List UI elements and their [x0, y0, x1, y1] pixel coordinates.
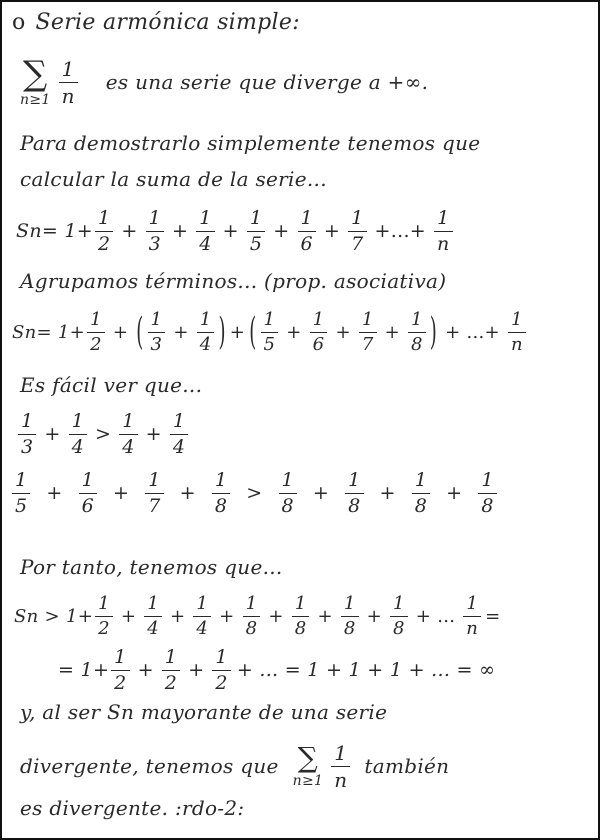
fraction-numerator: 1	[410, 308, 423, 330]
fraction-numerator: 1	[361, 308, 374, 330]
fraction-denominator: 7	[145, 493, 163, 516]
expression-lhs: = 1+	[58, 659, 110, 681]
plus-sign: +	[379, 482, 396, 504]
fraction-numerator: 1	[147, 592, 160, 614]
fraction-numerator: 1	[148, 206, 162, 229]
fraction-denominator: 6	[298, 231, 316, 254]
fraction-numerator: 1	[90, 308, 102, 330]
fraction-denominator: 3	[148, 332, 166, 354]
fraction	[212, 645, 230, 694]
fraction	[331, 740, 350, 792]
fraction-numerator: 1	[71, 409, 85, 432]
plus-sign: +	[366, 605, 383, 627]
text-line	[20, 694, 598, 730]
fraction-denominator: 8	[279, 493, 297, 516]
fraction	[79, 468, 97, 517]
fraction-numerator: 1	[196, 592, 209, 614]
fraction	[434, 206, 453, 255]
plus-sign: +	[121, 220, 138, 242]
plus-sign: +	[172, 220, 189, 242]
fraction-denominator: 2	[95, 616, 113, 638]
paragraph-text: calcular la suma de la serie...	[20, 167, 327, 191]
inequality-line	[10, 464, 598, 522]
lower-bound-line	[14, 586, 598, 646]
fraction-denominator: 3	[18, 434, 36, 457]
fraction-denominator: 8	[243, 616, 261, 638]
greater-than-sign: >	[95, 423, 112, 445]
fraction	[292, 592, 310, 639]
fraction-denominator: n	[463, 616, 481, 638]
limit-line	[58, 642, 598, 698]
fraction-numerator: 1	[81, 468, 95, 491]
fraction-numerator: 1	[312, 308, 325, 330]
greater-than-sign: >	[246, 482, 263, 504]
fraction-denominator: 6	[79, 493, 97, 516]
sum-lhs: Sn= 1+	[16, 220, 94, 242]
fraction-numerator: 1	[466, 592, 479, 614]
fraction	[247, 206, 265, 255]
plus-sign: +	[170, 605, 186, 627]
sigma-symbol: ∑	[297, 741, 319, 774]
fraction-denominator: 4	[197, 332, 215, 354]
plus-sign: +	[188, 659, 205, 681]
fraction	[170, 409, 188, 458]
plus-sign: +	[384, 321, 400, 343]
fraction-numerator: 1	[199, 206, 212, 229]
fraction-denominator: 2	[212, 670, 230, 693]
fraction	[261, 308, 279, 355]
plus-sign: +	[112, 321, 129, 343]
text-line	[20, 792, 598, 824]
fraction	[119, 409, 137, 458]
fraction-numerator: 1	[150, 308, 163, 330]
text-line	[20, 550, 598, 584]
plus-sign: +	[268, 605, 284, 627]
fraction-denominator: 8	[345, 493, 363, 516]
sum-lhs: Sn= 1+	[12, 321, 86, 343]
fraction-numerator: 1	[98, 206, 111, 229]
fraction-denominator: 8	[408, 332, 426, 354]
expression-rhs: + ... = 1 + 1 + 1 + ... = ∞	[236, 659, 496, 681]
plus-sign: +	[46, 482, 63, 504]
fraction	[478, 468, 496, 517]
fraction	[310, 308, 328, 355]
fraction	[148, 308, 166, 355]
fraction-denominator: 7	[348, 231, 366, 254]
plus-sign: +	[222, 220, 239, 242]
fraction	[145, 468, 163, 517]
plus-sign: +	[145, 423, 162, 445]
fraction-numerator: 1	[348, 468, 361, 491]
fraction-numerator: 1	[393, 592, 405, 614]
fraction-denominator: 2	[162, 670, 180, 693]
fraction-numerator: 1	[199, 308, 212, 330]
paragraph-text: Para demostrarlo simplemente tenemos que	[20, 131, 481, 155]
bullet: o	[12, 9, 26, 35]
plus-sign: +	[335, 321, 351, 343]
sigma-subscript: n≥1	[20, 92, 51, 108]
fraction	[345, 468, 363, 517]
fraction	[111, 645, 129, 694]
fraction-numerator: 1	[343, 592, 356, 614]
fraction	[197, 308, 215, 355]
conclusion-text: divergente, tenemos que	[20, 754, 279, 778]
plus-sign: +	[286, 321, 302, 343]
fraction	[69, 409, 87, 458]
conclusion-line	[20, 736, 598, 796]
plus-sign: +	[219, 605, 235, 627]
heading-line	[2, 6, 598, 38]
text-line	[20, 264, 598, 298]
summation	[20, 54, 51, 108]
fraction-numerator: 1	[351, 206, 364, 229]
fraction-numerator: 1	[511, 308, 523, 330]
open-paren: (	[136, 309, 144, 355]
fraction	[18, 409, 36, 458]
fraction	[279, 468, 297, 517]
plus-sign: +	[173, 321, 189, 343]
fraction	[87, 308, 105, 355]
plus-sign: +	[312, 482, 330, 504]
fraction	[146, 206, 164, 255]
fraction-denominator: 2	[111, 670, 129, 693]
fraction	[243, 592, 261, 639]
conclusion-text: también	[364, 754, 450, 778]
close-paren: )	[218, 309, 226, 355]
section-title: Serie armónica simple:	[35, 9, 300, 35]
fraction	[95, 206, 113, 255]
fraction-numerator: 1	[148, 468, 161, 491]
fraction-numerator: 1	[215, 645, 228, 668]
fraction	[59, 56, 78, 108]
text-line	[20, 162, 598, 196]
fraction-denominator: 6	[310, 332, 328, 354]
fraction	[196, 206, 214, 255]
fraction-numerator: 1	[334, 740, 348, 765]
fraction-numerator: 1	[61, 56, 75, 81]
fraction-denominator: 4	[170, 434, 188, 457]
fraction-denominator: 3	[146, 231, 164, 254]
plus-sign: +	[446, 482, 463, 504]
fraction-denominator: 8	[292, 616, 310, 638]
text-line	[20, 126, 598, 160]
text-line	[20, 368, 598, 402]
fraction	[341, 592, 359, 639]
fraction-numerator: 1	[245, 592, 258, 614]
fraction-denominator: n	[434, 231, 453, 254]
fraction	[359, 308, 377, 355]
open-paren: (	[249, 309, 257, 355]
fraction-denominator: 5	[12, 493, 30, 516]
fraction-denominator: 4	[119, 434, 137, 457]
fraction-denominator: 8	[212, 493, 230, 516]
fraction-numerator: 1	[437, 206, 450, 229]
fraction	[162, 645, 180, 694]
fraction-denominator: 5	[261, 332, 279, 354]
plus-sign: +	[113, 482, 130, 504]
fraction-numerator: 1	[164, 645, 178, 668]
fraction-denominator: 7	[359, 332, 377, 354]
fraction-denominator: n	[59, 82, 78, 106]
fraction-denominator: 8	[478, 493, 496, 516]
paragraph-text: Por tanto, tenemos que...	[20, 555, 283, 579]
plus-sign: +	[323, 220, 341, 242]
fraction-numerator: 1	[263, 308, 276, 330]
plus-sign: +	[179, 482, 196, 504]
fraction	[348, 206, 366, 255]
fraction-numerator: 1	[122, 409, 135, 432]
plus-sign: +	[229, 321, 246, 343]
equals-sign: =	[485, 605, 501, 627]
fraction-numerator: 1	[172, 409, 186, 432]
fraction	[412, 468, 430, 517]
fraction	[95, 592, 113, 639]
fraction	[508, 308, 526, 355]
fraction-numerator: 1	[249, 206, 263, 229]
plus-sign: +	[137, 659, 154, 681]
fraction-numerator: 1	[15, 468, 28, 491]
dots: +...+	[374, 220, 427, 242]
fraction-numerator: 1	[281, 468, 294, 491]
fraction	[12, 468, 30, 517]
fraction-numerator: 1	[481, 468, 494, 491]
fraction	[212, 468, 230, 517]
fraction-denominator: n	[508, 332, 526, 354]
fraction-numerator: 1	[214, 468, 228, 491]
fraction-denominator: 2	[95, 231, 113, 254]
fraction-denominator: n	[331, 766, 350, 790]
sum-lhs: Sn > 1+	[14, 605, 94, 627]
fraction	[193, 592, 211, 639]
fraction-numerator: 1	[414, 468, 428, 491]
plus-sign: +	[317, 605, 333, 627]
statement-text: es una serie que diverge a +∞.	[105, 70, 429, 94]
fraction-numerator: 1	[98, 592, 110, 614]
dots: + ...+	[445, 321, 500, 343]
fraction-denominator: 8	[390, 616, 408, 638]
summation	[292, 741, 324, 789]
fraction-denominator: 4	[196, 231, 214, 254]
paragraph-text: Agrupamos términos... (prop. asociativa)	[20, 269, 447, 293]
sigma-subscript: n≥1	[292, 773, 324, 789]
close-paren: )	[429, 309, 438, 355]
closing-text: es divergente. :rdo-2:	[20, 796, 245, 820]
fraction	[144, 592, 162, 639]
plus-sign: +	[273, 220, 290, 242]
fraction	[463, 592, 481, 639]
fraction	[298, 206, 316, 255]
fraction-numerator: 1	[114, 645, 127, 668]
fraction-numerator: 1	[300, 206, 313, 229]
fraction-denominator: 4	[144, 616, 162, 638]
series-statement-line	[20, 48, 598, 116]
dots: + ...	[415, 605, 456, 627]
fraction-denominator: 5	[247, 231, 265, 254]
fraction-denominator: 8	[341, 616, 359, 638]
fraction-denominator: 4	[69, 434, 87, 457]
fraction-denominator: 8	[412, 493, 430, 516]
paragraph-text: y, al ser Sn mayorante de una serie	[20, 700, 388, 724]
fraction-denominator: 2	[87, 332, 105, 354]
inequality-line	[16, 406, 598, 462]
grouped-sum-line	[12, 302, 598, 362]
paragraph-text: Es fácil ver que...	[20, 373, 203, 397]
fraction-numerator: 1	[294, 592, 307, 614]
fraction-numerator: 1	[21, 409, 34, 432]
fraction	[408, 308, 426, 355]
partial-sum-line	[16, 202, 598, 260]
sigma-symbol: ∑	[22, 54, 48, 94]
plus-sign: +	[120, 605, 137, 627]
fraction-denominator: 4	[193, 616, 211, 638]
fraction	[390, 592, 408, 639]
plus-sign: +	[44, 423, 61, 445]
